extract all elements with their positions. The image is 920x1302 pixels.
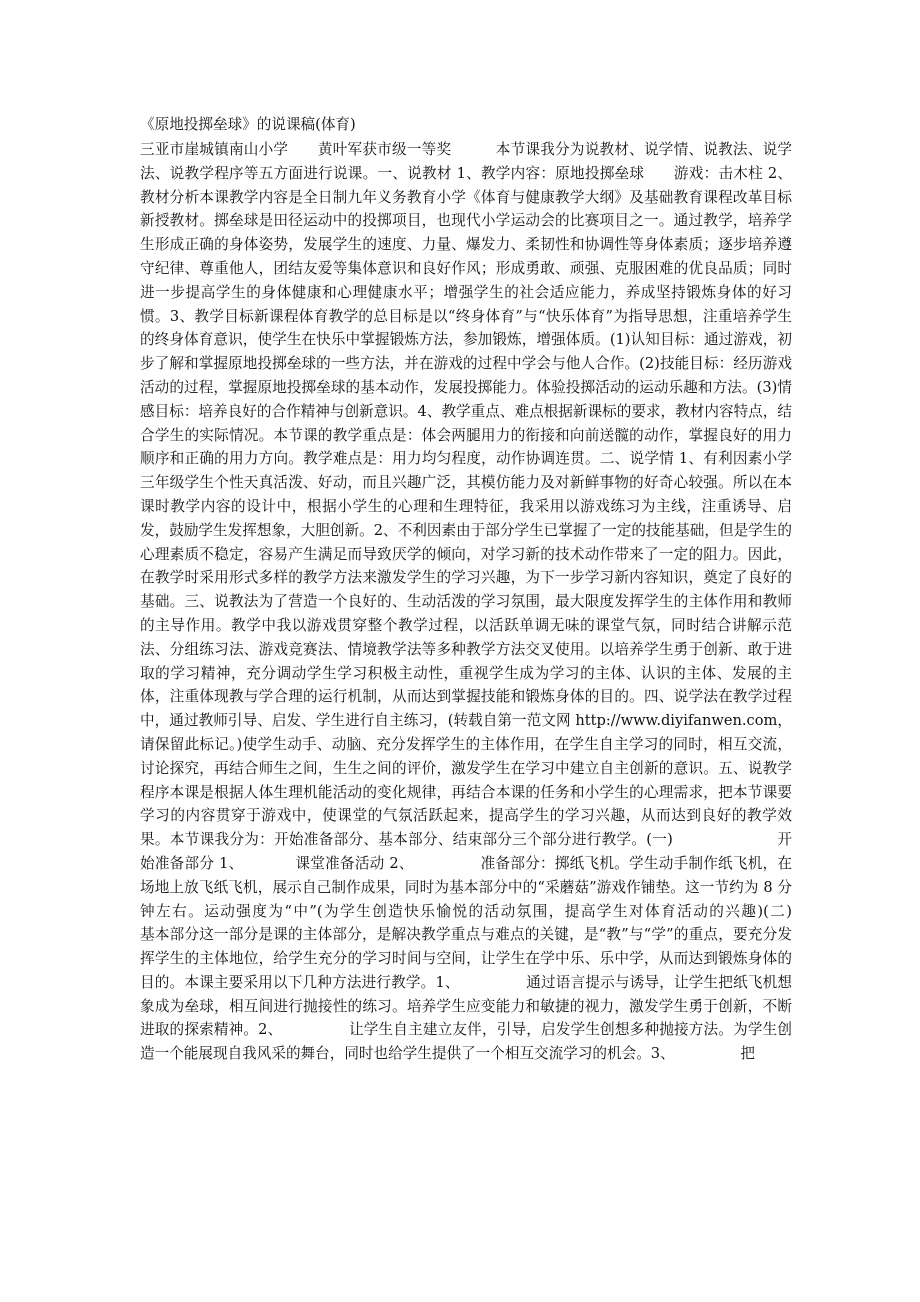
document-title: 《原地投掷垒球》的说课稿(体育) xyxy=(140,116,356,133)
document-content xyxy=(140,114,851,1066)
document-body-text: 三亚市崖城镇南山小学 黄叶军获市级一等奖 本节课我分为说教材、说学情、说教法、说学法、说教学程序等五方面进行说课。一、说教材 1、教学内容：原地投掷垒球 游戏：击木柱 2、教材分析本课教学内容是全日制九年义务教育小学《体育与健康教学大纲》及基础教育课程改革目标新授教材。掷垒球是田径运动中的投掷项目，也现代小学运动会的比赛项目之一。通过教学，培养学生形成正确的身体姿势，发展学生的速度、力量、爆发力、柔韧性和协调性等身体素质；逐步培养遵守纪律、尊重他人，团结友爱等集体意识和良好作风；形成勇敢、顽强、克服困难的优良品质；同时进一步提高学生的身体健康和心理健康水平；增强学生的社会适应能力，养成坚持锻炼身体的好习惯。3、教学目标新课程体育教学的总目标是以“终身体育”与“快乐体育”为指导思想，注重培养学生的终身体育意识，使学生在快乐中掌握锻炼方法，参加锻炼，增强体质。(1)认知目标：通过游戏，初步了解和掌握原地投掷垒球的一些方法，并在游戏的过程中学会与他人合作。(2)技能目标：经历游戏活动的过程，掌握原地投掷垒球的基本动作，发展投掷能力。体验投掷活动的运动乐趣和方法。(3)情感目标：培养良好的合作精神与创新意识。4、教学重点、难点根据新课标的要求，教材内容特点，结合学生的实际情况。本节课的教学重点是：体会两腿用力的衔接和向前送髋的动作，掌握良好的用力顺序和正确的用力方向。教学难点是：用力均匀程度，动作协调连贯。二、说学情 1、有利因素小学三年级学生个性天真活泼、好动，而且兴趣广泛，其模仿能力及对新鲜事物的好奇心较强。所以在本课时教学内容的设计中，根据小学生的心理和生理特征，我采用以游戏练习为主线，注重诱导、启发，鼓励学生发挥想象，大胆创新。2、不利因素由于部分学生已掌握了一定的技能基础，但是学生的心理素质不稳定，容易产生满足而导致厌学的倾向，对学习新的技术动作带来了一定的阻力。因此，在教学时采用形式多样的教学方法来激发学生的学习兴趣，为下一步学习新内容知识，奠定了良好的基础。三、说教法为了营造一个良好的、生动活泼的学习氛围，最大限度发挥学生的主体作用和教师的主导作用。教学中我以游戏贯穿整个教学过程，以活跃单调无味的课堂气氛，同时结合讲解示范法、分组练习法、游戏竞赛法、情境教学法等多种教学方法交叉使用。以培养学生勇于创新、敢于进取的学习精神，充分调动学生学习积极主动性，重视学生成为学习的主体、认识的主体、发展的主体，注重体现教与学合理的运行机制，从而达到掌握技能和锻炼身体的目的。四、说学法在教学过程中，通过教师引导、启发、学生进行自主练习，(转载自第一范文网 http://www.diyifanwen.com，请保留此标记。)使学生动手、动脑、充分发挥学生的主体作用，在学生自主学习的同时，相互交流，讨论探究，再结合师生之间，生生之间的评价，激发学生在学习中建立自主创新的意识。五、说教学程序本课是根据人体生理机能活动的变化规律，再结合本课的任务和小学生的心理需求，把本节课要学习的内容贯穿于游戏中，使课堂的气氛活跃起来，提高学生的学习兴趣，从而达到良好的教学效果。本节课我分为：开始准备部分、基本部分、结束部分三个部分进行教学。(一) 开始准备部分 1、 课堂准备活动 2、 准备部分：掷纸飞机。学生动手制作纸飞机，在场地上放飞纸飞机，展示自己制作成果，同时为基本部分中的“采蘑菇”游戏作铺垫。这一节约为 8 分钟左右。运动强度为“中”(为学生创造快乐愉悦的活动氛围，提高学生对体育活动的兴趣)(二) 基本部分这一部分是课的主体部分，是解决教学重点与难点的关键，是“教”与“学”的重点，要充分发挥学生的主体地位，给学生充分的学习时间与空间，让学生在学中乐、乐中学，从而达到锻炼身体的目的。本课主要采用以下几种方法进行教学。1、 通过语言提示与诱导，让学生把纸飞机想象成为垒球，相互间进行抛接性的练习。培养学生应变能力和敏捷的视力，激发学生勇于创新，不断进取的探索精神。2、 让学生自主建立友伴，引导，启发学生创想多种抛接方法。为学生创造一个能展现自我风采的舞台，同时也给学生提供了一个相互交流学习的机会。3、 把 xyxy=(140,141,851,1063)
